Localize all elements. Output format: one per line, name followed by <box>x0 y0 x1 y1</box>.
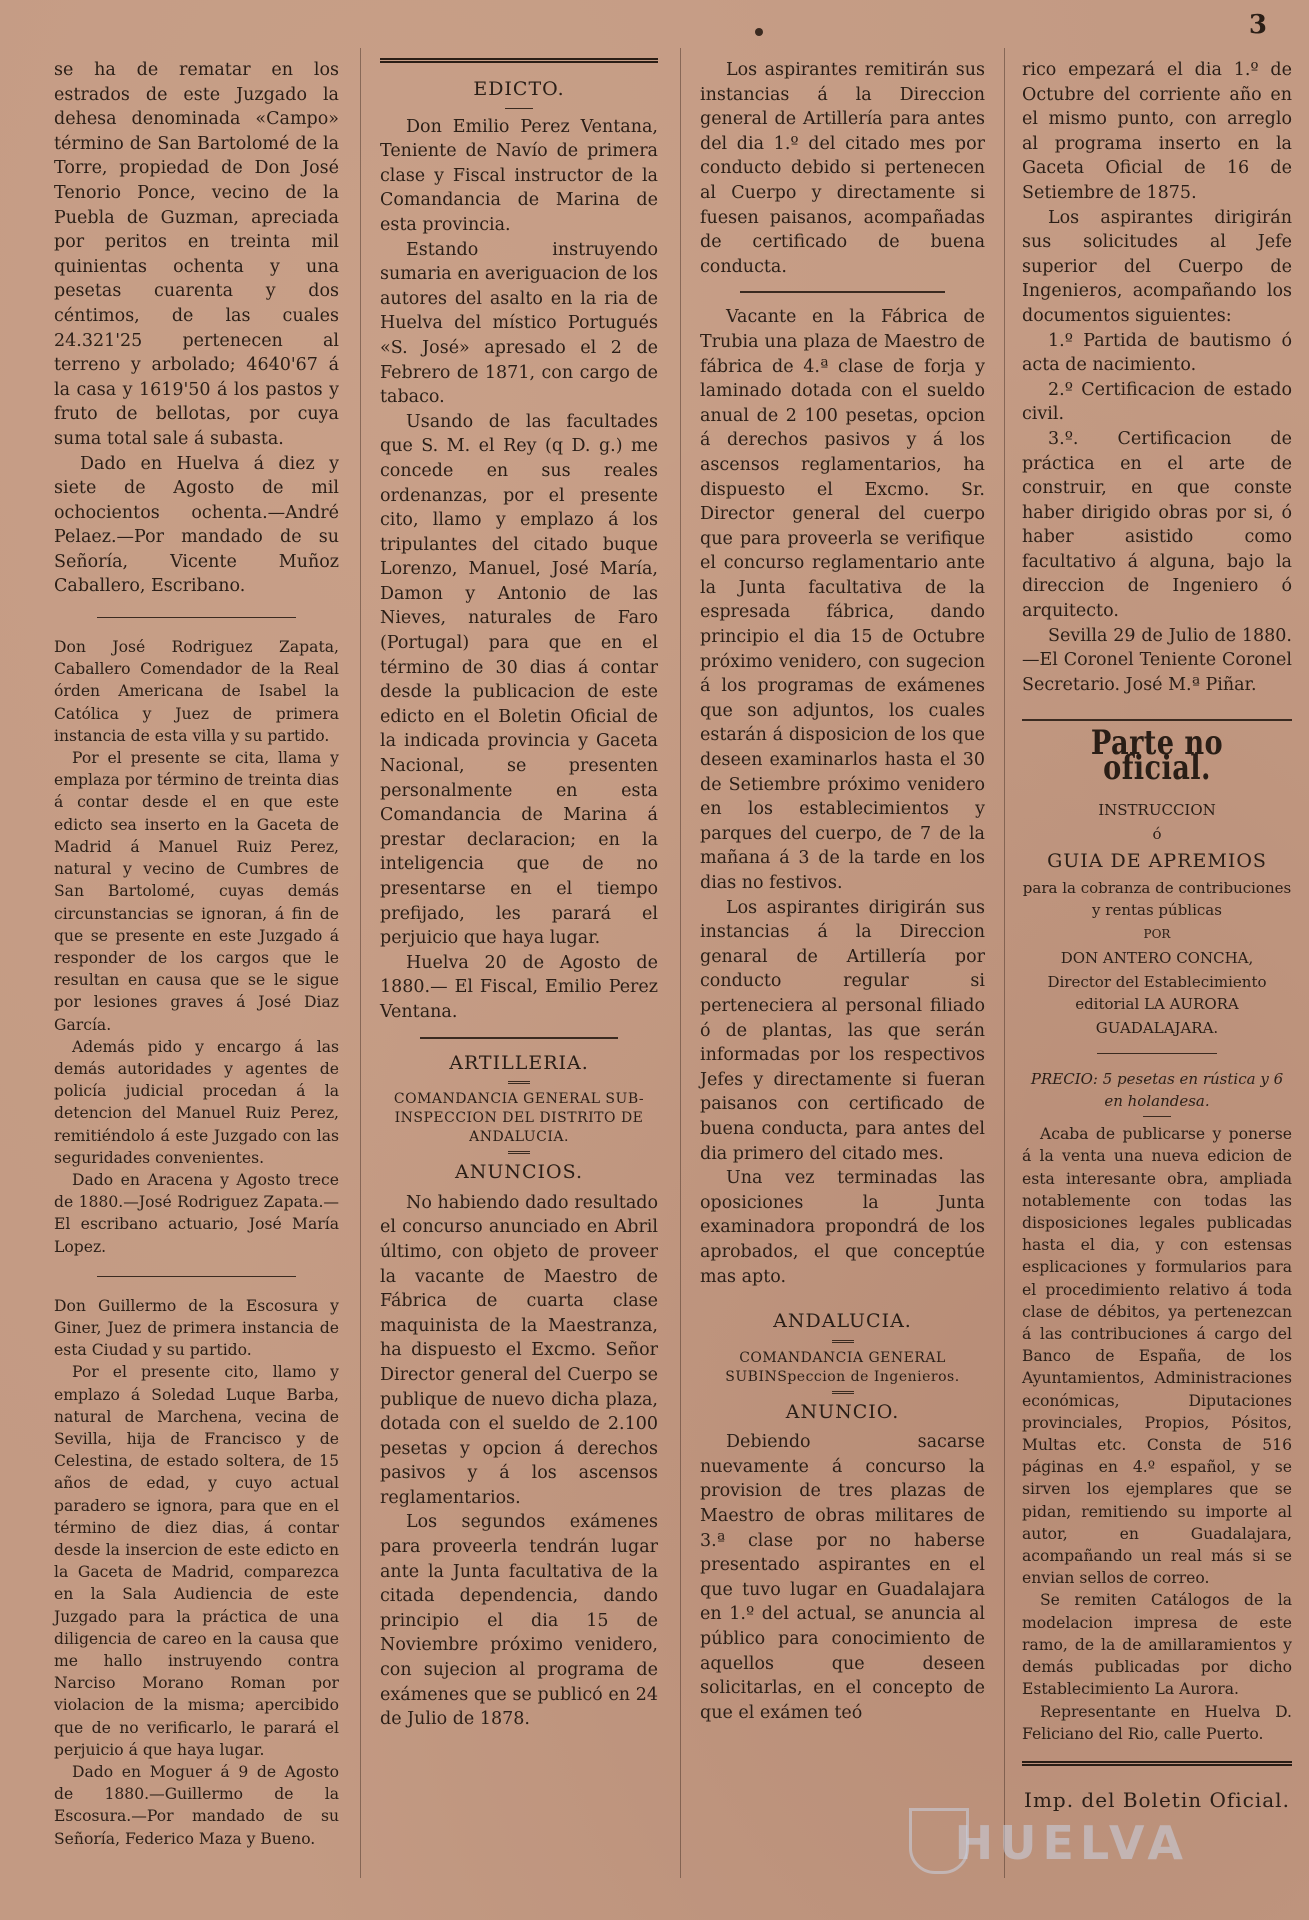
heavy-rule <box>1022 1761 1292 1766</box>
edicto-paragraph: Don Emilio Perez Ventana, Teniente de Navío de primera clase y Fiscal instructor de la Comandancia de Marina de esta provincia. <box>380 116 658 235</box>
guia-subtitle: para la cobranza de contribuciones y rentas públicas <box>1022 879 1292 920</box>
comandancia-heading: COMANDANCIA GENERAL SUB-INSPECCION DEL DISTRITO DE ANDALUCIA. <box>393 1091 645 1146</box>
anuncios-heading: ANUNCIOS. <box>455 1161 583 1184</box>
column-divider <box>360 48 361 1878</box>
ad-paragraph: Se remiten Catálogos de la modelacion impresa de este ramo, de la de amillaramientos y demás publicadas por dicho Establecimiento La Aurora. <box>1022 1591 1292 1699</box>
separator <box>97 617 297 618</box>
edicto-paragraph: Estando instruyendo sumaria en averiguacion de los autores del asalto en la ria de Huelva del místico Portugués «S. José» apresado el 2 de Febrero de 1871, con cargo de tabaco. <box>380 239 658 408</box>
document-item: 1.º Partida de bautismo ó acta de nacimiento. <box>1022 330 1292 376</box>
page-number: 3 <box>1248 10 1267 40</box>
edicto-paragraph: Huelva 20 de Agosto de 1880.— El Fiscal, Emilio Perez Ventana. <box>380 952 658 1022</box>
parte-no-oficial-heading: Parte no oficial. <box>1090 723 1224 789</box>
anuncio-paragraph: Los aspirantes dirigirán sus instancias á la Direccion genaral de Artillería por conducto regular si perteneciera al personal filiado ó de plantas, las que serán informadas por los respectivos Jefes y directamente si fueran paisanos con certificado de buena conducta, para antes del dia primero del citado mes. <box>700 897 985 1164</box>
author-name: DON ANTERO CONCHA, <box>1060 949 1254 968</box>
edicto-title: EDICTO. <box>473 78 565 100</box>
separator <box>1022 719 1292 721</box>
short-rule <box>508 1151 530 1154</box>
edict-paragraph: Dado en Aracena y Agosto trece de 1880.—José Rodriguez Zapata.—El escribano actuario, José María Lopez. <box>54 1170 339 1256</box>
edict-signature: Dado en Huelva á diez y siete de Agosto de mil ochocientos ochenta.—André Pelaez.—Por mandado de su Señoría, Vicente Muñoz Caballero, Escribano. <box>54 453 339 597</box>
author-title: Director del Establecimiento editorial LA AURORA <box>1047 973 1267 1014</box>
column-divider <box>680 48 681 1878</box>
column-divider <box>1004 48 1005 1878</box>
conjunction: ó <box>1152 824 1162 843</box>
edict-header: Don José Rodriguez Zapata, Caballero Comendador de la Real órden Americana de Isabel la Católica y Juez de primera instancia de esta villa y su partido. <box>54 638 339 745</box>
document-item: 3.º. Certificacion de práctica en el arte de construir, en que conste haber dirigido obras por si, ó haber asistido como facultativo á alguna, bajo la direccion de Ingeniero ó arquitecto. <box>1022 428 1292 622</box>
ad-paragraph: Representante en Huelva D. Feliciano del Rio, calle Puerto. <box>1022 1702 1292 1743</box>
anuncio-paragraph: Vacante en la Fábrica de Trubia una plaza de Maestro de fábrica de 4.ª clase de forja y laminado dotada con el sueldo anual de 2 100 pesetas, opcion á derechos pasivos y á los ascensos reglamentarios, ha dispuesto el Excmo. Sr. Director general del cuerpo que para proveerla se verifique el concurso reglamentario ante la Junta facultativa de la espresada fábrica, dando principio el dia 15 de Octubre próximo venidero, con sugecion á los programas de exámenes que son adjuntos, los cuales estarán á disposicion de los que deseen examinarlos hasta el 30 de Setiembre próximo venidero en los establecimientos y parques del cuerpo, de 7 de la mañana á 3 de la tarde en los dias no festivos. <box>700 307 985 893</box>
short-rule <box>832 1340 854 1343</box>
anuncio-paragraph: No habiendo dado resultado el concurso anunciado en Abril último, con objeto de proveer la vacante de Maestro de Fábrica de cuarta clase maquinista de la Maestranza, ha dispuesto el Excmo. Señor Director general del Cuerpo se publique de nuevo dicha plaza, dotada con el sueldo de 2.100 pesetas y opcion á derechos pasivos y á los ascensos reglamentarios. <box>380 1192 658 1508</box>
separator <box>97 1276 297 1277</box>
printer-imprint: Imp. del Boletin Oficial. <box>1024 1787 1290 1812</box>
anuncio-paragraph: Debiendo sacarse nuevamente á concurso la provision de tres plazas de Maestro de obras militares de 3.ª clase por no haberse presentado aspirantes en el que tuvo lugar en Guadalajara en 1.º del actual, se anuncia al público para conocimiento de aquellos que deseen solicitarlas, en el concepto de que el exámen teó <box>700 1432 985 1723</box>
edict-continuation: se ha de rematar en los estrados de este Juzgado la dehesa denominada «Campo» término de San Bartolomé de la Torre, propiedad de Don José Tenorio Ponce, vecino de la Puebla de Guzman, apreciada por peritos en treinta mil quinientas ochenta y una pesetas cuarenta y dos céntimos, de las cuales 24.321'25 pertenecen al terreno y arbolado; 4640'67 á la casa y 1619'50 á los pastos y fruto de bellotas, por cuya suma total sale á subasta. <box>54 60 339 449</box>
price: PRECIO: 5 pesetas en rústica y 6 en holandesa. <box>1030 1070 1284 1111</box>
guia-heading: GUIA DE APREMIOS <box>1047 849 1267 872</box>
anuncio-paragraph: Los aspirantes remitirán sus instancias á la Direccion general de Artillería para antes del dia 1.º del citado mes por conducto debido si pertenecen al Cuerpo y directamente si fuesen paisanos, acompañadas de certificado de buena conducta. <box>700 60 985 277</box>
watermark-logo: HUELVA <box>954 1816 1189 1870</box>
edict-header: Don Guillermo de la Escosura y Giner, Juez de primera instancia de esta Ciudad y su partido. <box>54 1296 339 1360</box>
signature: Sevilla 29 de Julio de 1880. —El Coronel Teniente Coronel Secretario. José M.ª Piñar. <box>1022 625 1292 695</box>
document-item: 2.º Certificacion de estado civil. <box>1022 379 1292 425</box>
anuncio-paragraph: Una vez terminadas las oposiciones la Junta examinadora propondrá de los aprobados, el que conceptúe mas apto. <box>700 1168 985 1287</box>
city: GUADALAJARA. <box>1095 1019 1219 1038</box>
short-rule <box>508 1081 530 1084</box>
column-4 <box>1022 58 1292 1813</box>
column-1 <box>54 58 339 1850</box>
separator <box>740 291 945 293</box>
short-rule <box>1143 1116 1171 1117</box>
anuncio-paragraph: Los aspirantes dirigirán sus solicitudes al Jefe superior del Cuerpo de Ingenieros, acompañando los documentos siguientes: <box>1022 207 1292 326</box>
comandancia-heading: COMANDANCIA GENERAL SUBINSpeccion de Ingenieros. <box>725 1349 960 1385</box>
edict-paragraph: Por el presente se cita, llama y emplaza por término de treinta dias á contar desde el en que este edicto sea inserto en la Gaceta de Madrid á Manuel Ruiz Perez, natural y vecino de Cumbres de San Bartolomé, cuyas demás circunstancias se ignoran, á fin de que se presente en este Juzgado á responder de los cargos que le resultan en causa que se le sigue por lesiones graves á José Diaz García. <box>54 749 339 1034</box>
edict-paragraph: Además pido y encargo á las demás autoridades y agentes de policía judicial procedan á la detencion del Manuel Ruiz Perez, remitiéndolo á este Juzgado con las seguridades convenientes. <box>54 1037 339 1167</box>
edict-paragraph: Dado en Moguer á 9 de Agosto de 1880.—Guillermo de la Escosura.—Por mandado de su Señoría, Federico Maza y Bueno. <box>54 1763 339 1848</box>
instruccion-heading: INSTRUCCION <box>1098 800 1216 819</box>
separator <box>420 1037 618 1039</box>
column-2 <box>380 58 658 1732</box>
edict-rodriguez <box>54 636 339 1850</box>
andalucia-heading: ANDALUCIA. <box>773 1310 912 1333</box>
anuncio-continuation: rico empezará el dia 1.º de Octubre del corriente año en el mismo punto, con arreglo al programa inserto en la Gaceta Oficial de 16 de Setiembre de 1875. <box>1022 60 1292 203</box>
short-rule <box>505 108 533 109</box>
short-rule <box>1097 1053 1217 1054</box>
heavy-rule <box>380 58 658 63</box>
anuncio-heading: ANUNCIO. <box>785 1400 900 1423</box>
por-label: POR <box>1143 927 1171 942</box>
edict-paragraph: Por el presente cito, llamo y emplazo á Soledad Luque Barba, natural de Marchena, vecina de Sevilla, hija de Francisco y de Celestina, de estado soltera, de 15 años de edad, y cuyo actual paradero se ignora, para que en el término de diez dias, á contar desde la insercion de este edicto en la Gaceta de Madrid, comparezca en la Sala Audiencia de este Juzgado para la práctica de una diligencia de careo en la causa que me hallo instruyendo contra Narciso Morano Roman por violacion de la misma; apercibido que de no verificarlo, le parará el perjuicio á que haya lugar. <box>54 1363 339 1759</box>
column-3 <box>700 58 985 1725</box>
ink-dot <box>755 28 763 36</box>
ad-paragraph: Acaba de publicarse y ponerse á la venta una nueva edicion de esta interesante obra, ampliada notablemente con todas las disposiciones legales publicadas hasta el dia, y con estensas esplicaciones y formularios para el procedimiento relativo á toda clase de débitos, ya pertenezcan á las contribuciones á cargo del Banco de España, de los Ayuntamientos, Administraciones económicas, Diputaciones provinciales, Propios, Pósitos, Multas etc. Consta de 516 páginas en 4.º español, y se sirven los ejemplares que se pidan, remitiendo su importe al autor, en Guadalajara, acompañando un real más si se envian sellos de correo. <box>1022 1125 1292 1588</box>
anuncio-paragraph: Los segundos exámenes para proveerla tendrán lugar ante la Junta facultativa de la citada dependencia, dando principio el dia 15 de Noviembre próximo venidero, con sujecion al programa de exámenes que se publicó en 24 de Julio de 1878. <box>380 1512 658 1730</box>
artilleria-heading: ARTILLERIA. <box>449 1051 589 1074</box>
edicto-paragraph: Usando de las facultades que S. M. el Rey (q D. g.) me concede en sus reales ordenanzas, por el presente cito, llamo y emplazo á los tripulantes del citado buque Lorenzo, Manuel, José María, Damon y Antonio de las Nieves, naturales de Faro (Portugal) para que en el término de 30 dias á contar desde la publicacion de este edicto en el Boletin Oficial de la indicada provincia y Gaceta Nacional, se presenten personalmente en esta Comandancia de Marina á prestar declaracion; en la inteligencia que de no presentarse en el tiempo prefijado, les parará el perjuicio que haya lugar. <box>380 411 658 949</box>
short-rule <box>832 1391 854 1394</box>
